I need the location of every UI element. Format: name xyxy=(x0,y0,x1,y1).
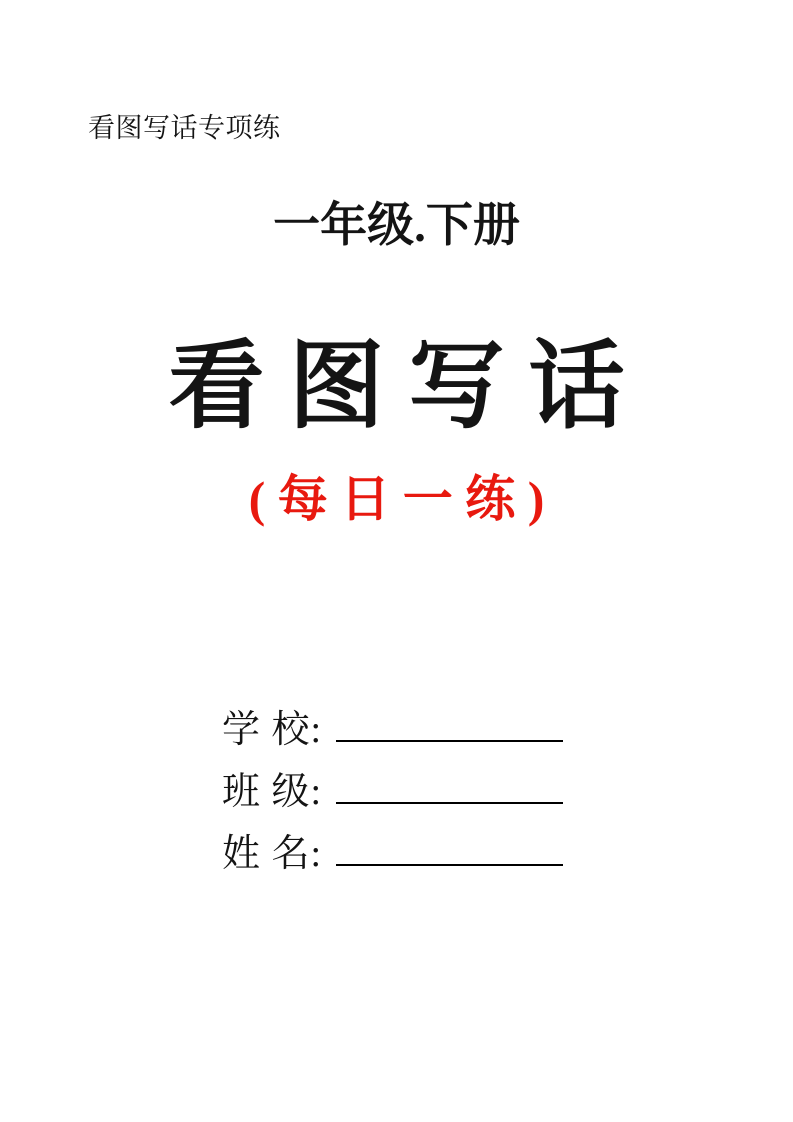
document-header-text: 看图写话专项练 xyxy=(88,113,281,143)
main-title: 看 图 写 话 xyxy=(168,333,625,440)
school-blank-line[interactable] xyxy=(336,740,563,742)
school-label: 学 校: xyxy=(222,709,323,751)
name-label: 姓 名: xyxy=(222,833,323,875)
school-field-row xyxy=(222,708,563,752)
info-form xyxy=(222,708,563,876)
grade-volume-line: 一年级.下册 xyxy=(273,200,520,252)
class-field-row xyxy=(222,770,563,814)
class-label: 班 级: xyxy=(222,771,323,813)
class-blank-line[interactable] xyxy=(336,802,563,804)
daily-practice-subtitle: ( 每 日 一 练 ) xyxy=(248,471,545,527)
name-blank-line[interactable] xyxy=(336,864,563,866)
name-field-row xyxy=(222,832,563,876)
